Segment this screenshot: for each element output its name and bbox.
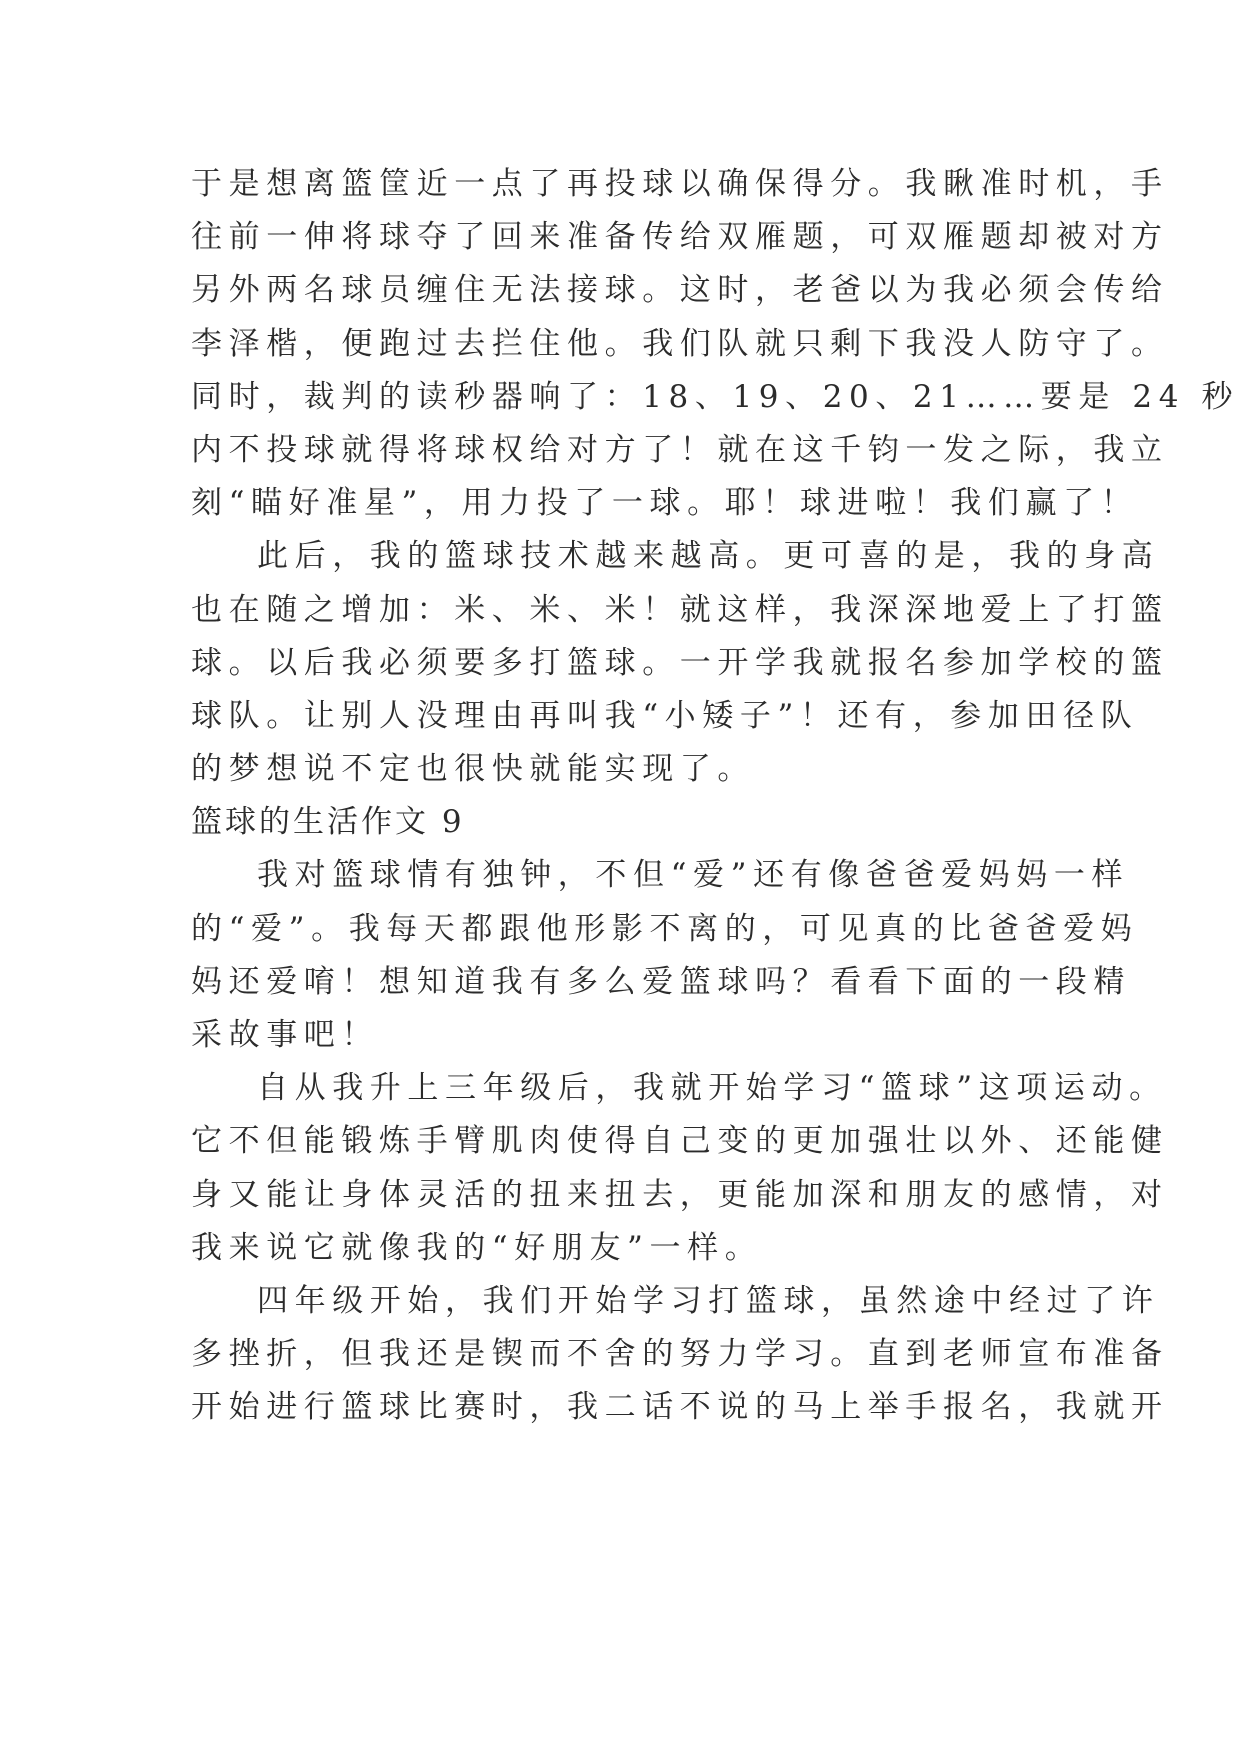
text-line: 的“爱”。我每天都跟他形影不离的，可见真的比爸爸爱妈 (191, 910, 1139, 947)
text-line: 球。以后我必须要多打篮球。一开学我就报名参加学校的篮 (191, 644, 1169, 681)
paragraph (191, 849, 1139, 1062)
paragraph-continuation (191, 158, 1240, 530)
paragraph (191, 1275, 1169, 1435)
text-line: 内不投球就得将球权给对方了！就在这千钧一发之际，我立 (191, 431, 1169, 468)
text-line: 多挫折，但我还是锲而不舍的努力学习。直到老师宣布准备 (191, 1336, 1169, 1373)
document-page (191, 158, 1240, 1435)
text-line: 李泽楷，便跑过去拦住他。我们队就只剩下我没人防守了。 (191, 325, 1169, 362)
paragraph (191, 1062, 1169, 1275)
text-line: 的梦想说不定也很快就能实现了。 (191, 751, 755, 788)
text-line: 它不但能锻炼手臂肌肉使得自己变的更加强壮以外、还能健 (191, 1123, 1169, 1160)
text-line: 开始进行篮球比赛时，我二话不说的马上举手报名，我就开 (191, 1389, 1169, 1426)
text-line: 此后，我的篮球技术越来越高。更可喜的是，我的身高 (257, 538, 1160, 575)
text-line: 同时，裁判的读秒器响了：18、19、20、21……要是 24 秒 (191, 378, 1240, 415)
text-line: 也在随之增加：米、米、米！就这样，我深深地爱上了打篮 (191, 591, 1169, 628)
text-line: 另外两名球员缠住无法接球。这时，老爸以为我必须会传给 (191, 272, 1169, 309)
text-line: 四年级开始，我们开始学习打篮球，虽然途中经过了许 (257, 1282, 1160, 1319)
text-line: 于是想离篮筐近一点了再投球以确保得分。我瞅准时机，手 (191, 166, 1169, 202)
text-line: 妈还爱唷！想知道我有多么爱篮球吗？看看下面的一段精 (191, 963, 1131, 1000)
text-line: 球队。让别人没理由再叫我“小矮子”！还有，参加田径队 (191, 697, 1139, 734)
text-line: 采故事吧！ (191, 1017, 379, 1053)
text-line: 自从我升上三年级后，我就开始学习“篮球”这项运动。 (257, 1070, 1167, 1107)
text-line: 我对篮球情有独钟，不但“爱”还有像爸爸爱妈妈一样 (257, 857, 1130, 894)
text-line: 身又能让身体灵活的扭来扭去，更能加深和朋友的感情，对 (191, 1176, 1169, 1213)
text-line: 刻“瞄好准星”，用力投了一球。耶！球进啦！我们赢了！ (191, 485, 1139, 522)
section-heading (191, 796, 1051, 849)
heading-text: 篮球的生活作文 9 (191, 804, 465, 841)
text-line: 往前一伸将球夺了回来准备传给双雁题，可双雁题却被对方 (191, 219, 1169, 256)
paragraph (191, 530, 1169, 796)
text-line: 我来说它就像我的“好朋友”一样。 (191, 1229, 763, 1266)
